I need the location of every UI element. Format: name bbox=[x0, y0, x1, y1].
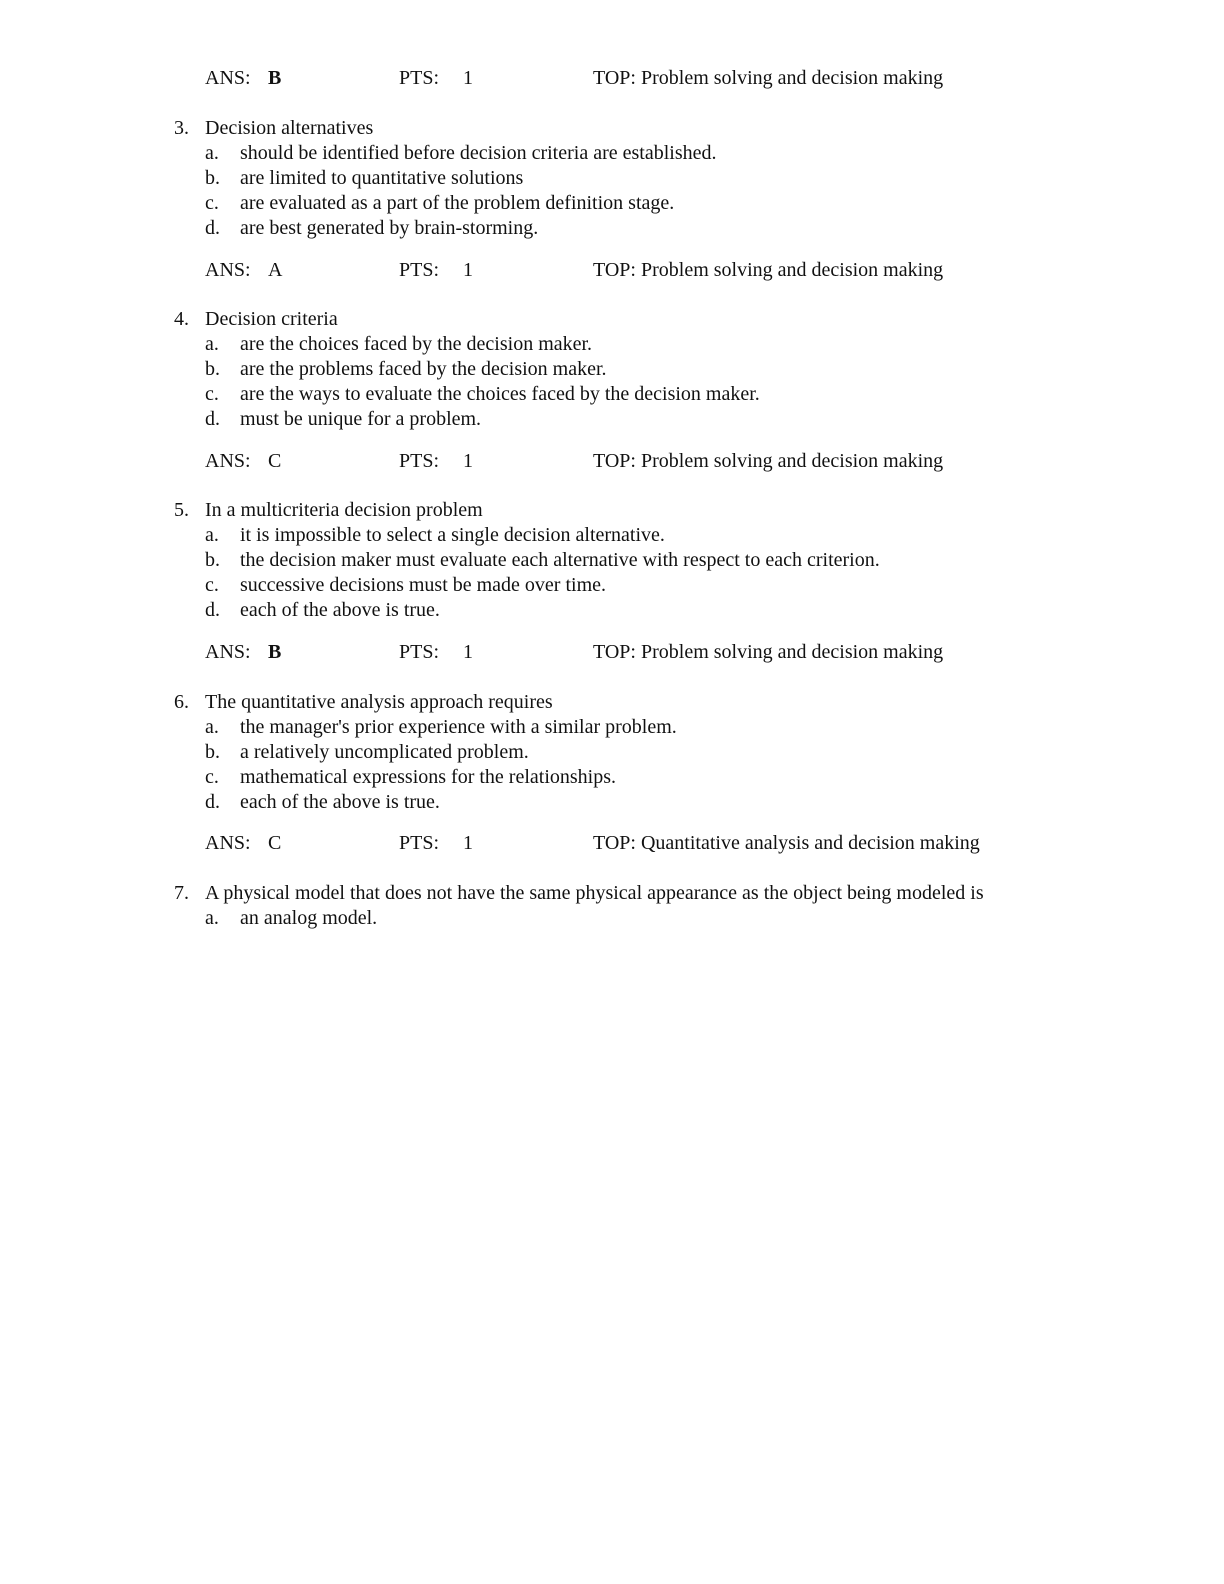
option-text: the decision maker must evaluate each alternative with respect to each criterion. bbox=[240, 549, 880, 571]
question-6 bbox=[165, 690, 1165, 815]
option-b bbox=[165, 166, 1165, 191]
option-letter: d. bbox=[205, 217, 220, 239]
option-text: mathematical expressions for the relationships. bbox=[240, 766, 617, 788]
option-text: an analog model. bbox=[240, 907, 378, 929]
ans-label: ANS: bbox=[205, 450, 251, 472]
option-letter: d. bbox=[205, 408, 220, 430]
option-text: it is impossible to select a single decision alternative. bbox=[240, 524, 665, 546]
answer-line-q3 bbox=[205, 257, 1105, 283]
option-c bbox=[165, 191, 1165, 216]
question-3 bbox=[165, 116, 1165, 241]
option-text: are the problems faced by the decision maker. bbox=[240, 358, 607, 380]
answer-line-q2 bbox=[205, 65, 1105, 91]
option-d bbox=[165, 790, 1165, 815]
option-letter: d. bbox=[205, 791, 220, 813]
option-a bbox=[165, 523, 1165, 548]
option-text: are the ways to evaluate the choices faced by the decision maker. bbox=[240, 383, 760, 405]
option-letter: c. bbox=[205, 383, 219, 405]
ans-value: C bbox=[268, 832, 282, 854]
option-a bbox=[165, 906, 1165, 931]
pts-value: 1 bbox=[463, 67, 473, 89]
pts-label: PTS: bbox=[399, 641, 440, 663]
option-letter: c. bbox=[205, 192, 219, 214]
question-stem-line bbox=[165, 881, 1165, 906]
option-letter: b. bbox=[205, 741, 220, 763]
option-letter: d. bbox=[205, 599, 220, 621]
answer-line-q6 bbox=[205, 830, 1105, 856]
option-letter: a. bbox=[205, 524, 219, 546]
option-text: are evaluated as a part of the problem definition stage. bbox=[240, 192, 675, 214]
topic-text: TOP: Problem solving and decision making bbox=[593, 259, 944, 281]
pts-label: PTS: bbox=[399, 450, 440, 472]
option-b bbox=[165, 548, 1165, 573]
option-letter: b. bbox=[205, 167, 220, 189]
pts-value: 1 bbox=[463, 450, 473, 472]
question-stem-line bbox=[165, 116, 1165, 141]
question-number: 3. bbox=[174, 117, 189, 139]
question-4 bbox=[165, 307, 1165, 432]
option-text: are the choices faced by the decision maker. bbox=[240, 333, 593, 355]
option-b bbox=[165, 357, 1165, 382]
option-text: each of the above is true. bbox=[240, 791, 440, 813]
answer-line-q5 bbox=[205, 639, 1105, 665]
ans-value: B bbox=[268, 641, 282, 663]
ans-label: ANS: bbox=[205, 67, 251, 89]
answer-line-q4 bbox=[205, 448, 1105, 474]
option-c bbox=[165, 765, 1165, 790]
option-letter: c. bbox=[205, 574, 219, 596]
option-text: must be unique for a problem. bbox=[240, 408, 482, 430]
option-d bbox=[165, 598, 1165, 623]
option-a bbox=[165, 715, 1165, 740]
option-letter: a. bbox=[205, 142, 219, 164]
option-text: are limited to quantitative solutions bbox=[240, 167, 524, 189]
option-letter: a. bbox=[205, 716, 219, 738]
question-stem: A physical model that does not have the same physical appearance as the object being modeled is bbox=[205, 882, 984, 904]
pts-value: 1 bbox=[463, 832, 473, 854]
option-c bbox=[165, 382, 1165, 407]
question-number: 4. bbox=[174, 308, 189, 330]
ans-label: ANS: bbox=[205, 259, 251, 281]
topic-text: TOP: Problem solving and decision making bbox=[593, 67, 944, 89]
pts-label: PTS: bbox=[399, 832, 440, 854]
ans-label: ANS: bbox=[205, 641, 251, 663]
option-text: the manager's prior experience with a similar problem. bbox=[240, 716, 677, 738]
question-5 bbox=[165, 498, 1165, 623]
option-d bbox=[165, 407, 1165, 432]
option-b bbox=[165, 740, 1165, 765]
pts-label: PTS: bbox=[399, 67, 440, 89]
question-number: 7. bbox=[174, 882, 189, 904]
pts-value: 1 bbox=[463, 641, 473, 663]
ans-label: ANS: bbox=[205, 832, 251, 854]
option-letter: c. bbox=[205, 766, 219, 788]
option-letter: a. bbox=[205, 907, 219, 929]
pts-value: 1 bbox=[463, 259, 473, 281]
option-d bbox=[165, 216, 1165, 241]
topic-text: TOP: Problem solving and decision making bbox=[593, 450, 944, 472]
option-letter: a. bbox=[205, 333, 219, 355]
option-a bbox=[165, 332, 1165, 357]
question-stem-line bbox=[165, 498, 1165, 523]
question-stem-line bbox=[165, 307, 1165, 332]
question-stem-line bbox=[165, 690, 1165, 715]
question-7 bbox=[165, 881, 1165, 931]
ans-value: A bbox=[268, 259, 283, 281]
option-text: a relatively uncomplicated problem. bbox=[240, 741, 529, 763]
option-c bbox=[165, 573, 1165, 598]
question-stem: The quantitative analysis approach requires bbox=[205, 691, 553, 713]
option-text: should be identified before decision criteria are established. bbox=[240, 142, 717, 164]
option-text: are best generated by brain-storming. bbox=[240, 217, 539, 239]
question-stem: In a multicriteria decision problem bbox=[205, 499, 483, 521]
option-letter: b. bbox=[205, 549, 220, 571]
topic-text: TOP: Quantitative analysis and decision making bbox=[593, 832, 980, 854]
question-stem: Decision criteria bbox=[205, 308, 338, 330]
option-letter: b. bbox=[205, 358, 220, 380]
option-a bbox=[165, 141, 1165, 166]
ans-value: B bbox=[268, 67, 282, 89]
topic-text: TOP: Problem solving and decision making bbox=[593, 641, 944, 663]
question-number: 5. bbox=[174, 499, 189, 521]
option-text: each of the above is true. bbox=[240, 599, 440, 621]
question-stem: Decision alternatives bbox=[205, 117, 374, 139]
ans-value: C bbox=[268, 450, 282, 472]
pts-label: PTS: bbox=[399, 259, 440, 281]
option-text: successive decisions must be made over time. bbox=[240, 574, 607, 596]
question-number: 6. bbox=[174, 691, 189, 713]
